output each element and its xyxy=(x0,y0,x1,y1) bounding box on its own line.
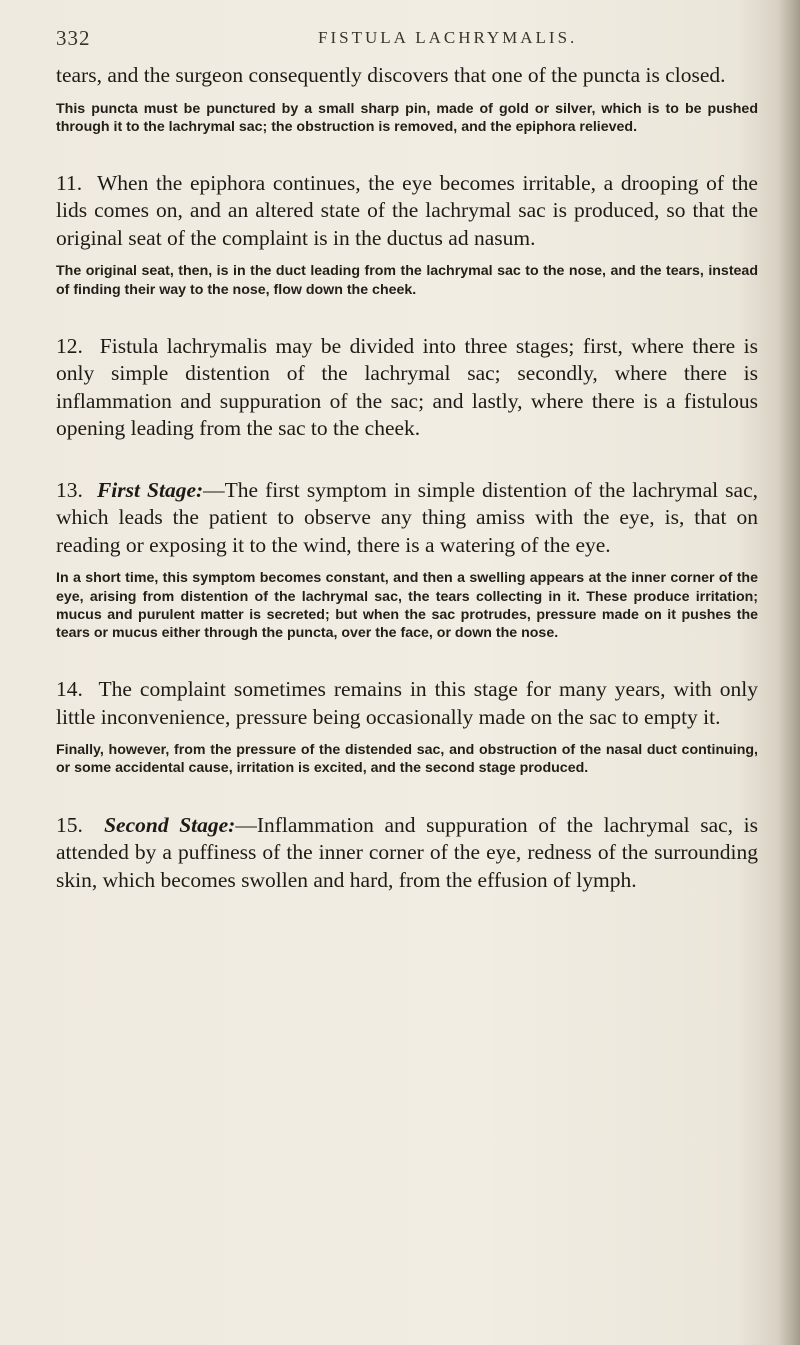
spacer xyxy=(56,778,758,812)
paragraph-text: —Inflammation and suppuration of the lachrymal sac, is attended by a puffiness of the inner corner of the eye, redness of the surrounding skin, which becomes swollen and hard, from the effusion of lymph. xyxy=(56,812,758,892)
paragraph-text: —The first symptom in simple distention of the lachrymal sac, which leads the patient to observe any thing amiss with the eye, is, that on reading or exposing it to the wind, there is a watering of the eye. xyxy=(56,477,758,557)
note-11: The original seat, then, is in the duct leading from the lachrymal sac to the nose, and the tears, instead of finding their way to the nose, flow down the cheek. xyxy=(56,263,758,298)
stage-label: First Stage: xyxy=(96,477,204,502)
paragraph-text: Fistula lachrymalis may be divided into three stages; first, where there is only simple distention of the lachrymal sac; secondly, where there is inflammation and suppuration of the sac; and lastly, where there is a fistulous opening leading from the sac to the cheek. xyxy=(56,333,759,441)
spacer xyxy=(56,299,758,333)
page-edge-shadow xyxy=(778,0,800,1345)
paragraph-text: When the epiphora continues, the eye becomes irritable, a drooping of the lids comes on, and an altered state of the lachrymal sac is produced, so that the original seat of the complaint is in the ductus ad nasum. xyxy=(56,170,758,250)
paragraph-number: 11. xyxy=(56,170,83,195)
page-body xyxy=(56,62,758,894)
page-number: 332 xyxy=(56,26,91,50)
running-head: FISTULA LACHRYMALIS. xyxy=(318,28,578,47)
paragraph-text: The complaint sometimes remains in this stage for many years, with only little inconvenience, pressure being occasionally made on the sac to empty it. xyxy=(56,677,758,729)
page-header xyxy=(56,26,756,56)
paragraph-13 xyxy=(56,477,758,560)
spacer xyxy=(56,443,758,477)
note-puncta: This puncta must be punctured by a small sharp pin, made of gold or silver, which is to be pushed through it to the lachrymal sac; the obstruction is removed, and the epiphora relieved. xyxy=(56,100,758,135)
spacer xyxy=(56,642,758,676)
paragraph-14 xyxy=(56,676,758,731)
paragraph-number: 12. xyxy=(56,333,83,358)
paragraph-number: 15. xyxy=(56,812,83,837)
paragraph-continued xyxy=(56,62,758,90)
paragraph-number: 14. xyxy=(56,677,83,702)
note-14: Finally, however, from the pressure of the distended sac, and obstruction of the nasal duct continuing, or some accidental cause, irritation is excited, and the second stage produced. xyxy=(56,742,758,777)
paragraph-15 xyxy=(56,812,758,895)
paragraph-number: 13. xyxy=(56,477,83,502)
paragraph-12 xyxy=(56,333,758,443)
paragraph-text: tears, and the surgeon consequently discovers that one of the puncta is closed. xyxy=(56,63,726,87)
stage-label: Second Stage: xyxy=(104,812,236,837)
note-13: In a short time, this symptom becomes constant, and then a swelling appears at the inner corner of the eye, arising from distention of the lachrymal sac, the tears collecting in it. These produce irritation; mucus and purulent matter is secreted; but when the sac protrudes, pressure made on it pushes the tears or mucus either through the puncta, over the face, or down the nose. xyxy=(56,570,758,641)
spacer xyxy=(56,136,758,170)
paragraph-11 xyxy=(56,170,758,253)
